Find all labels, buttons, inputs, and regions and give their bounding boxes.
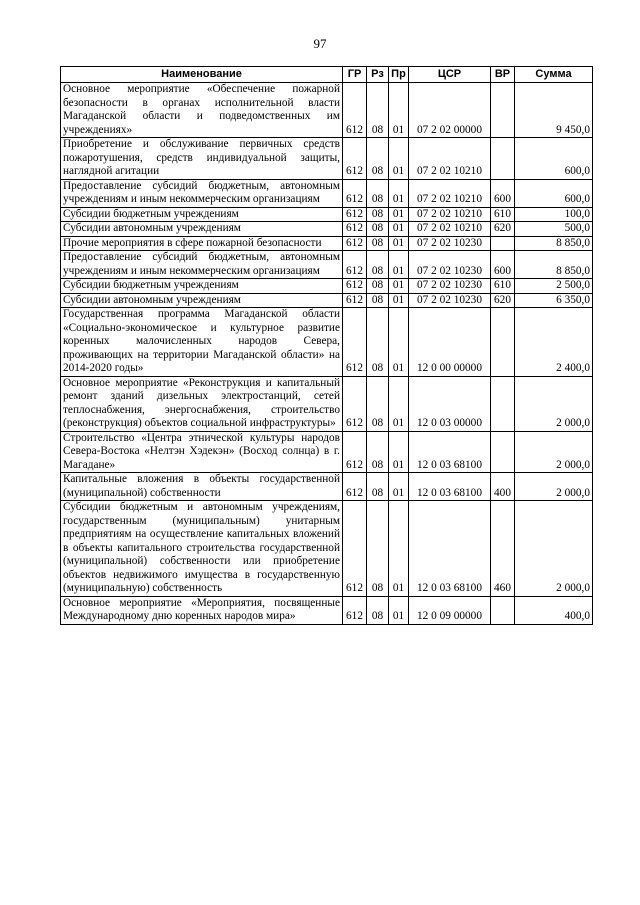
row-csr-cell: 07 2 02 10210 xyxy=(409,138,491,180)
row-name-cell: Основное мероприятие «Обеспечение пожарной безопасности в органах исполнительной власти Магаданской области и подведомственных им учреждениях» xyxy=(61,83,343,138)
row-name-cell: Субсидии бюджетным учреждениям xyxy=(61,207,343,222)
table-row xyxy=(61,501,593,597)
row-gr-cell: 612 xyxy=(343,293,367,308)
row-vr-cell: 610 xyxy=(491,207,515,222)
row-csr-cell: 07 2 02 10210 xyxy=(409,207,491,222)
row-rz-cell: 08 xyxy=(367,251,389,279)
row-name-cell: Предоставление субсидий бюджетным, автономным учреждениям и иным некоммерческим организациям xyxy=(61,251,343,279)
row-gr-cell: 612 xyxy=(343,207,367,222)
row-rz-cell: 08 xyxy=(367,501,389,597)
row-pr-cell: 01 xyxy=(389,207,409,222)
row-pr-cell: 01 xyxy=(389,138,409,180)
row-vr-cell: 460 xyxy=(491,501,515,597)
row-csr-cell: 07 2 02 10230 xyxy=(409,236,491,251)
row-gr-cell: 612 xyxy=(343,376,367,431)
row-csr-cell: 07 2 02 00000 xyxy=(409,83,491,138)
row-sum-cell: 8 850,0 xyxy=(515,236,593,251)
row-sum-cell: 600,0 xyxy=(515,138,593,180)
header-pr: Пр xyxy=(389,67,409,83)
row-name-cell: Субсидии автономным учреждениям xyxy=(61,293,343,308)
row-vr-cell xyxy=(491,308,515,377)
table-row xyxy=(61,138,593,180)
row-rz-cell: 08 xyxy=(367,179,389,207)
row-pr-cell: 01 xyxy=(389,236,409,251)
row-gr-cell: 612 xyxy=(343,279,367,294)
row-pr-cell: 01 xyxy=(389,293,409,308)
row-gr-cell: 612 xyxy=(343,501,367,597)
row-gr-cell: 612 xyxy=(343,236,367,251)
row-gr-cell: 612 xyxy=(343,431,367,473)
table-row xyxy=(61,376,593,431)
row-name-cell: Строительство «Центра этнической культуры народов Севера-Востока «Нелтэн Хэдекэн» (Восход солнца) в г. Магадане» xyxy=(61,431,343,473)
row-gr-cell: 612 xyxy=(343,138,367,180)
table-row xyxy=(61,473,593,501)
row-vr-cell: 400 xyxy=(491,473,515,501)
row-gr-cell: 612 xyxy=(343,179,367,207)
header-rz: Рз xyxy=(367,67,389,83)
table-row xyxy=(61,83,593,138)
row-csr-cell: 07 2 02 10230 xyxy=(409,251,491,279)
row-vr-cell xyxy=(491,596,515,624)
row-sum-cell: 2 500,0 xyxy=(515,279,593,294)
page-number: 97 xyxy=(313,36,327,51)
row-name-cell: Субсидии бюджетным учреждениям xyxy=(61,279,343,294)
row-vr-cell: 620 xyxy=(491,222,515,237)
row-name-cell: Прочие мероприятия в сфере пожарной безопасности xyxy=(61,236,343,251)
row-rz-cell: 08 xyxy=(367,207,389,222)
row-pr-cell: 01 xyxy=(389,431,409,473)
row-sum-cell: 600,0 xyxy=(515,179,593,207)
row-vr-cell: 600 xyxy=(491,251,515,279)
header-vr: ВР xyxy=(491,67,515,83)
row-rz-cell: 08 xyxy=(367,222,389,237)
row-vr-cell: 600 xyxy=(491,179,515,207)
row-vr-cell xyxy=(491,376,515,431)
row-pr-cell: 01 xyxy=(389,596,409,624)
row-sum-cell: 2 000,0 xyxy=(515,431,593,473)
table-row xyxy=(61,251,593,279)
row-vr-cell: 620 xyxy=(491,293,515,308)
row-sum-cell: 9 450,0 xyxy=(515,83,593,138)
row-rz-cell: 08 xyxy=(367,236,389,251)
row-pr-cell: 01 xyxy=(389,179,409,207)
table-row xyxy=(61,293,593,308)
budget-table xyxy=(60,66,593,625)
row-name-cell: Субсидии бюджетным и автономным учреждениям, государственным (муниципальным) унитарным предприятиям на осуществление капитальных вложений в объекты капитального строительства государственной (муниципальной) собственности или приобретение объектов недвижимого имущества в государственную (муниципальную) собственность xyxy=(61,501,343,597)
table-row xyxy=(61,308,593,377)
row-rz-cell: 08 xyxy=(367,376,389,431)
row-pr-cell: 01 xyxy=(389,376,409,431)
row-rz-cell: 08 xyxy=(367,308,389,377)
row-sum-cell: 2 400,0 xyxy=(515,308,593,377)
row-name-cell: Основное мероприятие «Мероприятия, посвященные Международному дню коренных народов мира» xyxy=(61,596,343,624)
table-row xyxy=(61,596,593,624)
row-csr-cell: 12 0 03 68100 xyxy=(409,473,491,501)
row-sum-cell: 2 000,0 xyxy=(515,376,593,431)
header-name: Наименование xyxy=(61,67,343,83)
row-sum-cell: 100,0 xyxy=(515,207,593,222)
row-pr-cell: 01 xyxy=(389,501,409,597)
row-csr-cell: 07 2 02 10230 xyxy=(409,279,491,294)
table-row xyxy=(61,279,593,294)
row-csr-cell: 12 0 00 00000 xyxy=(409,308,491,377)
row-csr-cell: 07 2 02 10210 xyxy=(409,222,491,237)
row-name-cell: Приобретение и обслуживание первичных средств пожаротушения, средств индивидуальной защиты, наглядной агитации xyxy=(61,138,343,180)
row-csr-cell: 12 0 03 00000 xyxy=(409,376,491,431)
header-csr: ЦСР xyxy=(409,67,491,83)
table-row xyxy=(61,236,593,251)
header-sum: Сумма xyxy=(515,67,593,83)
row-sum-cell: 8 850,0 xyxy=(515,251,593,279)
header-gr: ГР xyxy=(343,67,367,83)
table-row xyxy=(61,222,593,237)
row-gr-cell: 612 xyxy=(343,83,367,138)
row-csr-cell: 07 2 02 10230 xyxy=(409,293,491,308)
row-rz-cell: 08 xyxy=(367,279,389,294)
row-sum-cell: 400,0 xyxy=(515,596,593,624)
row-rz-cell: 08 xyxy=(367,596,389,624)
row-pr-cell: 01 xyxy=(389,222,409,237)
row-name-cell: Государственная программа Магаданской области «Социально-экономическое и культурное развитие коренных малочисленных народов Севера, проживающих на территории Магаданской области» на 2014-2020 годы» xyxy=(61,308,343,377)
row-vr-cell: 610 xyxy=(491,279,515,294)
row-vr-cell xyxy=(491,236,515,251)
row-name-cell: Субсидии автономным учреждениям xyxy=(61,222,343,237)
row-pr-cell: 01 xyxy=(389,473,409,501)
row-rz-cell: 08 xyxy=(367,431,389,473)
table-row xyxy=(61,179,593,207)
row-pr-cell: 01 xyxy=(389,308,409,377)
row-gr-cell: 612 xyxy=(343,222,367,237)
row-vr-cell xyxy=(491,431,515,473)
row-rz-cell: 08 xyxy=(367,293,389,308)
row-pr-cell: 01 xyxy=(389,279,409,294)
row-vr-cell xyxy=(491,83,515,138)
row-sum-cell: 500,0 xyxy=(515,222,593,237)
row-sum-cell: 2 000,0 xyxy=(515,473,593,501)
row-gr-cell: 612 xyxy=(343,251,367,279)
table-row xyxy=(61,207,593,222)
row-rz-cell: 08 xyxy=(367,83,389,138)
row-pr-cell: 01 xyxy=(389,83,409,138)
row-csr-cell: 07 2 02 10210 xyxy=(409,179,491,207)
row-vr-cell xyxy=(491,138,515,180)
row-gr-cell: 612 xyxy=(343,596,367,624)
row-sum-cell: 6 350,0 xyxy=(515,293,593,308)
row-csr-cell: 12 0 03 68100 xyxy=(409,501,491,597)
row-pr-cell: 01 xyxy=(389,251,409,279)
row-gr-cell: 612 xyxy=(343,308,367,377)
row-csr-cell: 12 0 03 68100 xyxy=(409,431,491,473)
row-name-cell: Капитальные вложения в объекты государственной (муниципальной) собственности xyxy=(61,473,343,501)
row-rz-cell: 08 xyxy=(367,138,389,180)
row-name-cell: Основное мероприятие «Реконструкция и капитальный ремонт зданий дизельных электростанций, сетей теплоснабжения, энергоснабжения, строительство (реконструкция) объектов социальной инфраструктуры» xyxy=(61,376,343,431)
header-row xyxy=(61,67,593,83)
row-csr-cell: 12 0 09 00000 xyxy=(409,596,491,624)
table-row xyxy=(61,431,593,473)
row-gr-cell: 612 xyxy=(343,473,367,501)
row-name-cell: Предоставление субсидий бюджетным, автономным учреждениям и иным некоммерческим организациям xyxy=(61,179,343,207)
row-sum-cell: 2 000,0 xyxy=(515,501,593,597)
row-rz-cell: 08 xyxy=(367,473,389,501)
